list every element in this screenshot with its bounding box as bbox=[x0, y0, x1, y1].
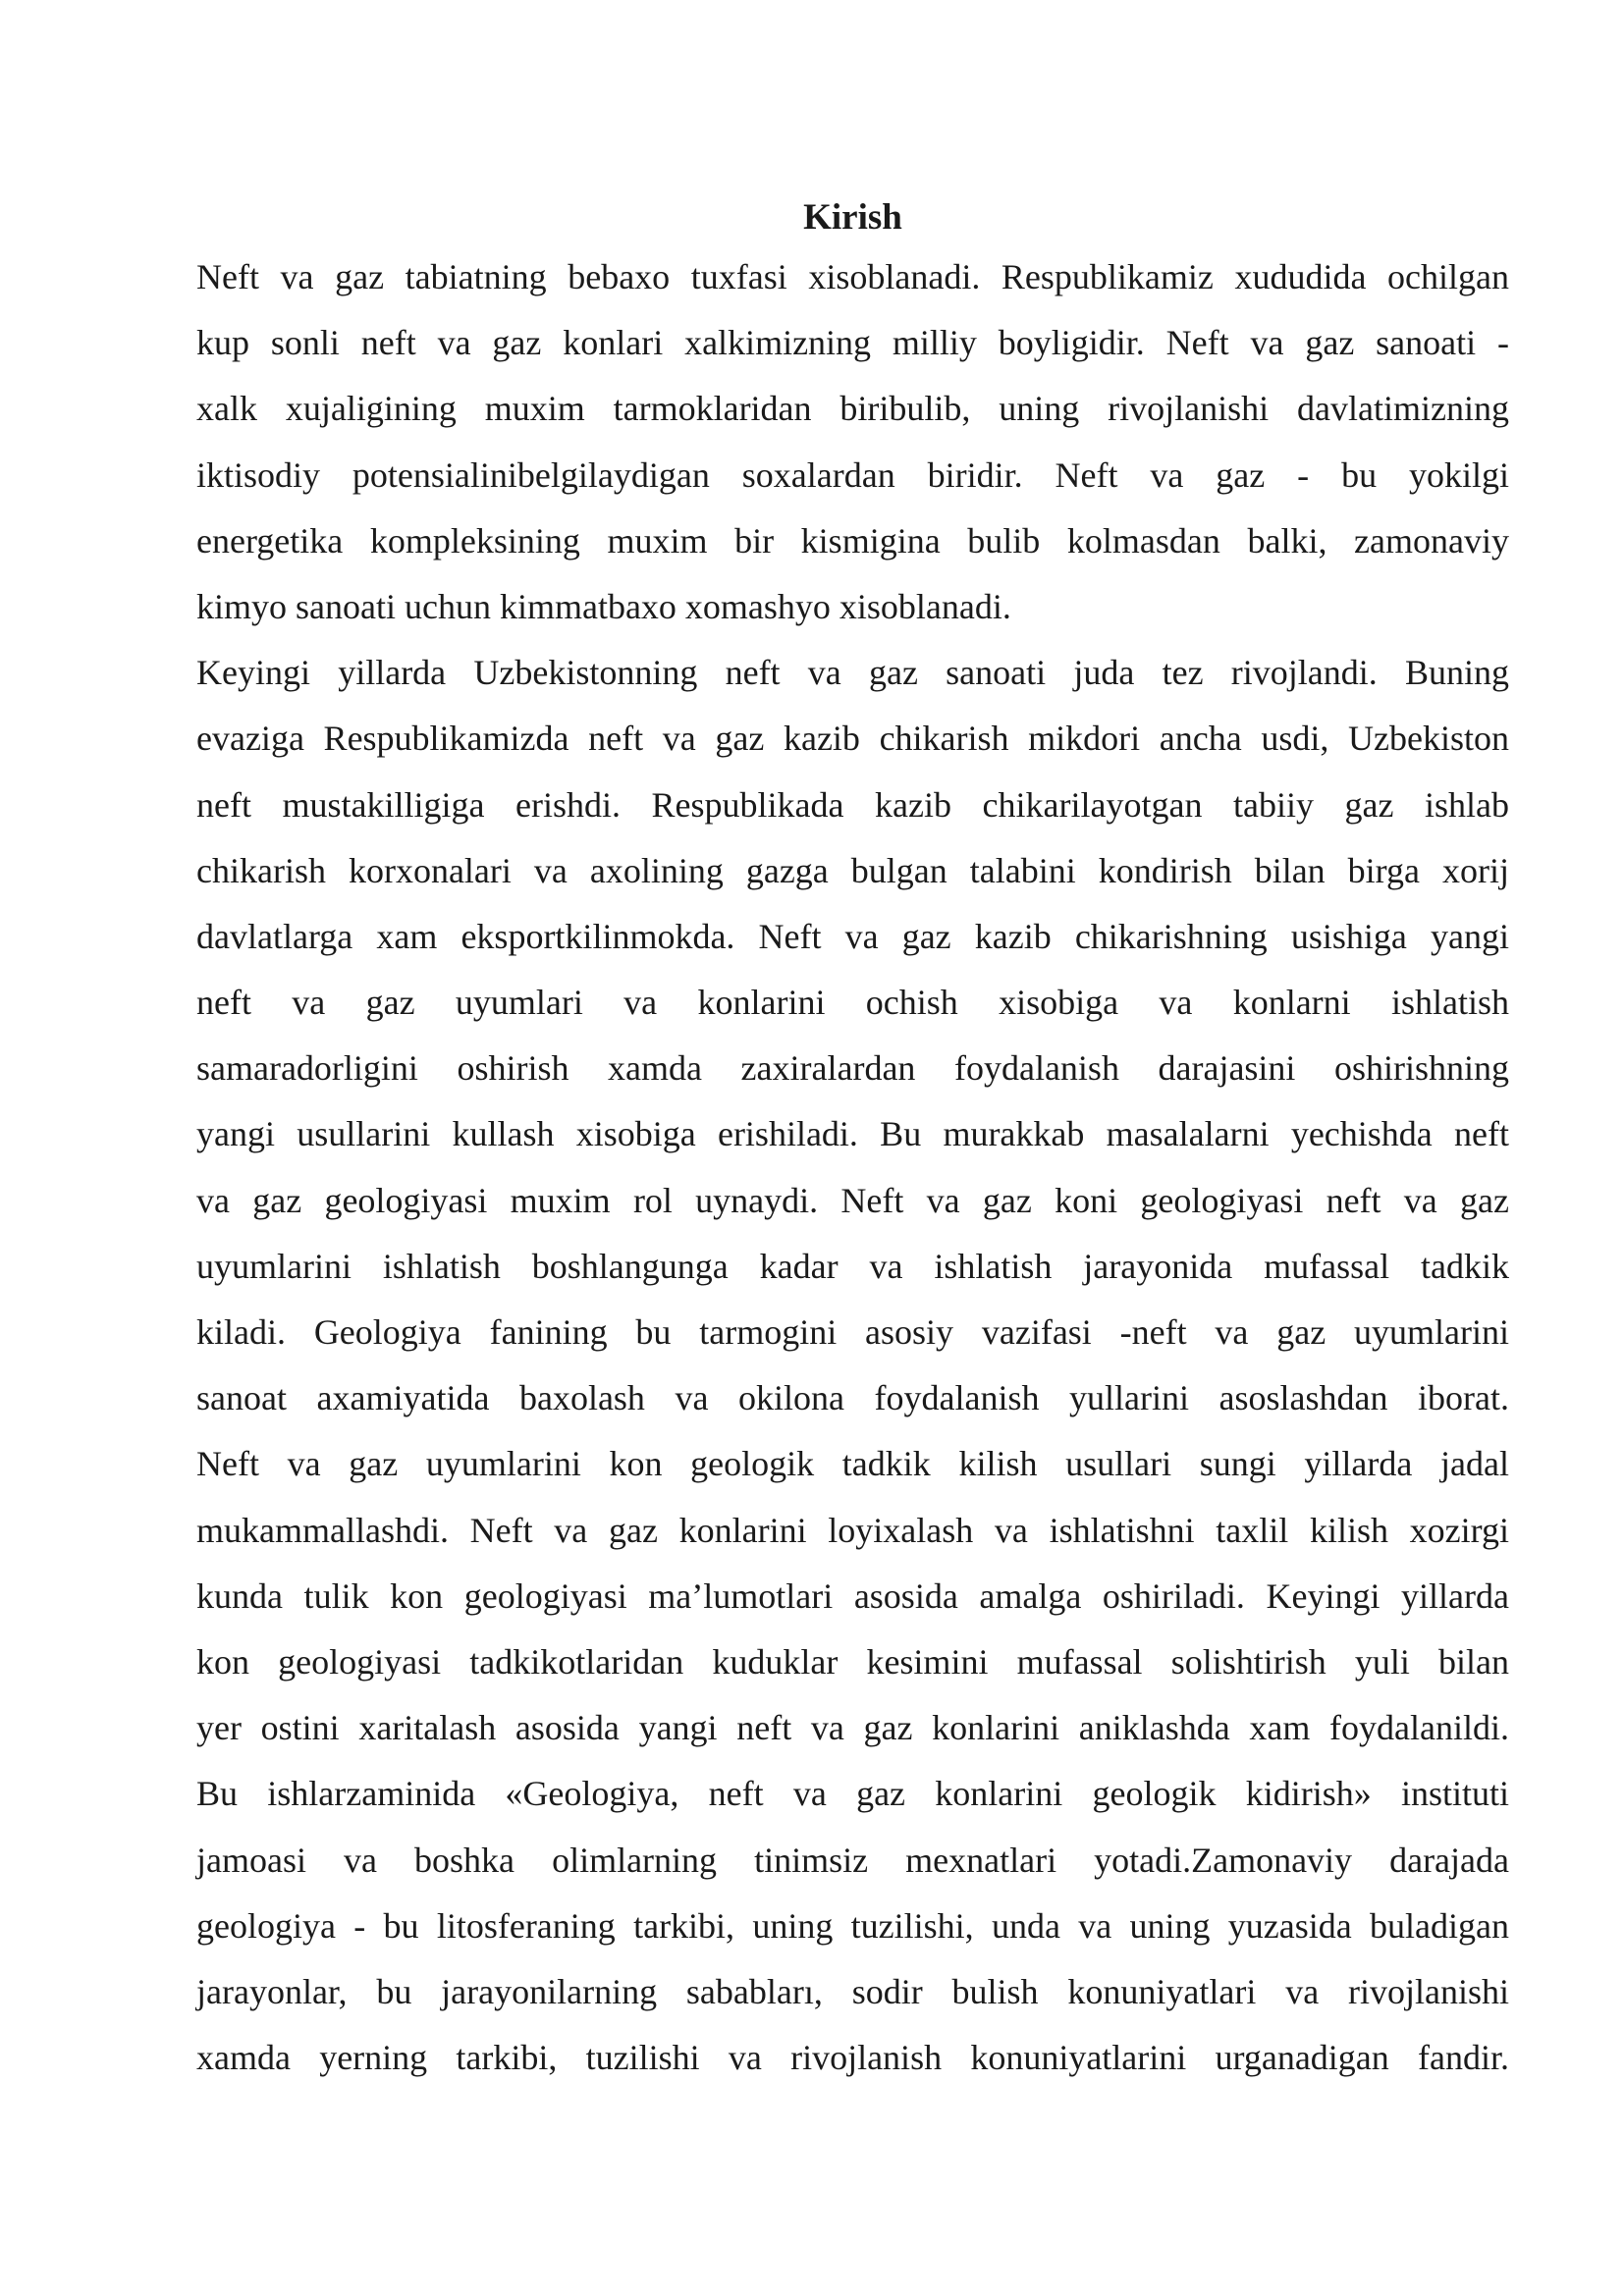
text-line: kup sonli neft va gaz konlari xalkimizning milliy boyligidir. Neft va gaz sanoati - bbox=[196, 323, 1509, 363]
text-line: iktisodiy potensialinibelgilaydigan soxalardan biridir. Neft va gaz - bu yokilgi bbox=[196, 454, 1509, 495]
text-line: Neft va gaz uyumlarini kon geologik tadkik kilish usullari sungi yillarda jadal bbox=[196, 1444, 1509, 1484]
text-line: xamda yerning tarkibi, tuzilishi va rivojlanish konuniyatlarini urganadigan fandir. bbox=[196, 2038, 1509, 2078]
text-line: Keyingi yillarda Uzbekistonning neft va gaz sanoati juda tez rivojlandi. Buning bbox=[196, 653, 1509, 693]
text-line: xalk xujaligining muxim tarmoklaridan biribulib, uning rivojlanishi davlatimizning bbox=[196, 389, 1509, 429]
text-line: va gaz geologiyasi muxim rol uynaydi. Neft va gaz koni geologiyasi neft va gaz bbox=[196, 1180, 1509, 1220]
text-line: Bu ishlarzaminida «Geologiya, neft va gaz konlarini geologik kidirish» instituti bbox=[196, 1774, 1509, 1814]
text-line: sanoat axamiyatida baxolash va okilona foydalanish yullarini asoslashdan iborat. bbox=[196, 1378, 1509, 1418]
text-line: neft va gaz uyumlari va konlarini ochish xisobiga va konlarni ishlatish bbox=[196, 983, 1509, 1023]
text-line: mukammallashdi. Neft va gaz konlarini loyixalash va ishlatishni taxlil kilish xozirgi bbox=[196, 1510, 1509, 1550]
paragraph-2 bbox=[196, 640, 1509, 2091]
text-line: jarayonlar, bu jarayonilarning sababları, sodir bulish konuniyatlari va rivojlanishi bbox=[196, 1971, 1509, 2011]
text-line: jamoasi va boshka olimlarning tinimsiz mexnatlari yotadi.Zamonaviy darajada bbox=[196, 1840, 1509, 1880]
text-line: Neft va gaz tabiatning bebaxo tuxfasi xisoblanadi. Respublikamiz xududida ochilgan bbox=[196, 257, 1509, 296]
document-title: Kirish bbox=[803, 197, 902, 238]
document-body bbox=[196, 191, 1509, 2091]
text-line: samaradorligini oshirish xamda zaxiralardan foydalanish darajasini oshirishning bbox=[196, 1048, 1509, 1089]
text-line: uyumlarini ishlatish boshlangunga kadar va ishlatish jarayonida mufassal tadkik bbox=[196, 1246, 1509, 1286]
text-line: yangi usullarini kullash xisobiga erishiladi. Bu murakkab masalalarni yechishda neft bbox=[196, 1114, 1509, 1154]
text-line: neft mustakilligiga erishdi. Respublikada kazib chikarilayotgan tabiiy gaz ishlab bbox=[196, 784, 1509, 825]
text-line: chikarish korxonalari va axolining gazga bulgan talabini kondirish bilan birga xorij bbox=[196, 850, 1509, 890]
paragraph-1 bbox=[196, 244, 1509, 640]
text-line: davlatlarga xam eksportkilinmokda. Neft va gaz kazib chikarishning usishiga yangi bbox=[196, 916, 1509, 956]
text-line: kimyo sanoati uchun kimmatbaxo xomashyo xisoblanadi. bbox=[196, 586, 1011, 626]
text-line: kon geologiyasi tadkikotlaridan kuduklar kesimini mufassal solishtirish yuli bilan bbox=[196, 1641, 1509, 1682]
text-line: yer ostini xaritalash asosida yangi neft va gaz konlarini aniklashda xam foydalanildi. bbox=[196, 1708, 1509, 1748]
text-line: geologiya - bu litosferaning tarkibi, uning tuzilishi, unda va uning yuzasida buladigan bbox=[196, 1905, 1509, 1946]
text-line: kunda tulik kon geologiyasi ma’lumotlari asosida amalga oshiriladi. Keyingi yillarda bbox=[196, 1575, 1509, 1616]
text-line: evaziga Respublikamizda neft va gaz kazib chikarish mikdori ancha usdi, Uzbekiston bbox=[196, 719, 1509, 759]
text-line: kiladi. Geologiya fanining bu tarmogini asosiy vazifasi -neft va gaz uyumlarini bbox=[196, 1312, 1509, 1352]
text-line: energetika kompleksining muxim bir kismigina bulib kolmasdan balki, zamonaviy bbox=[196, 520, 1509, 561]
